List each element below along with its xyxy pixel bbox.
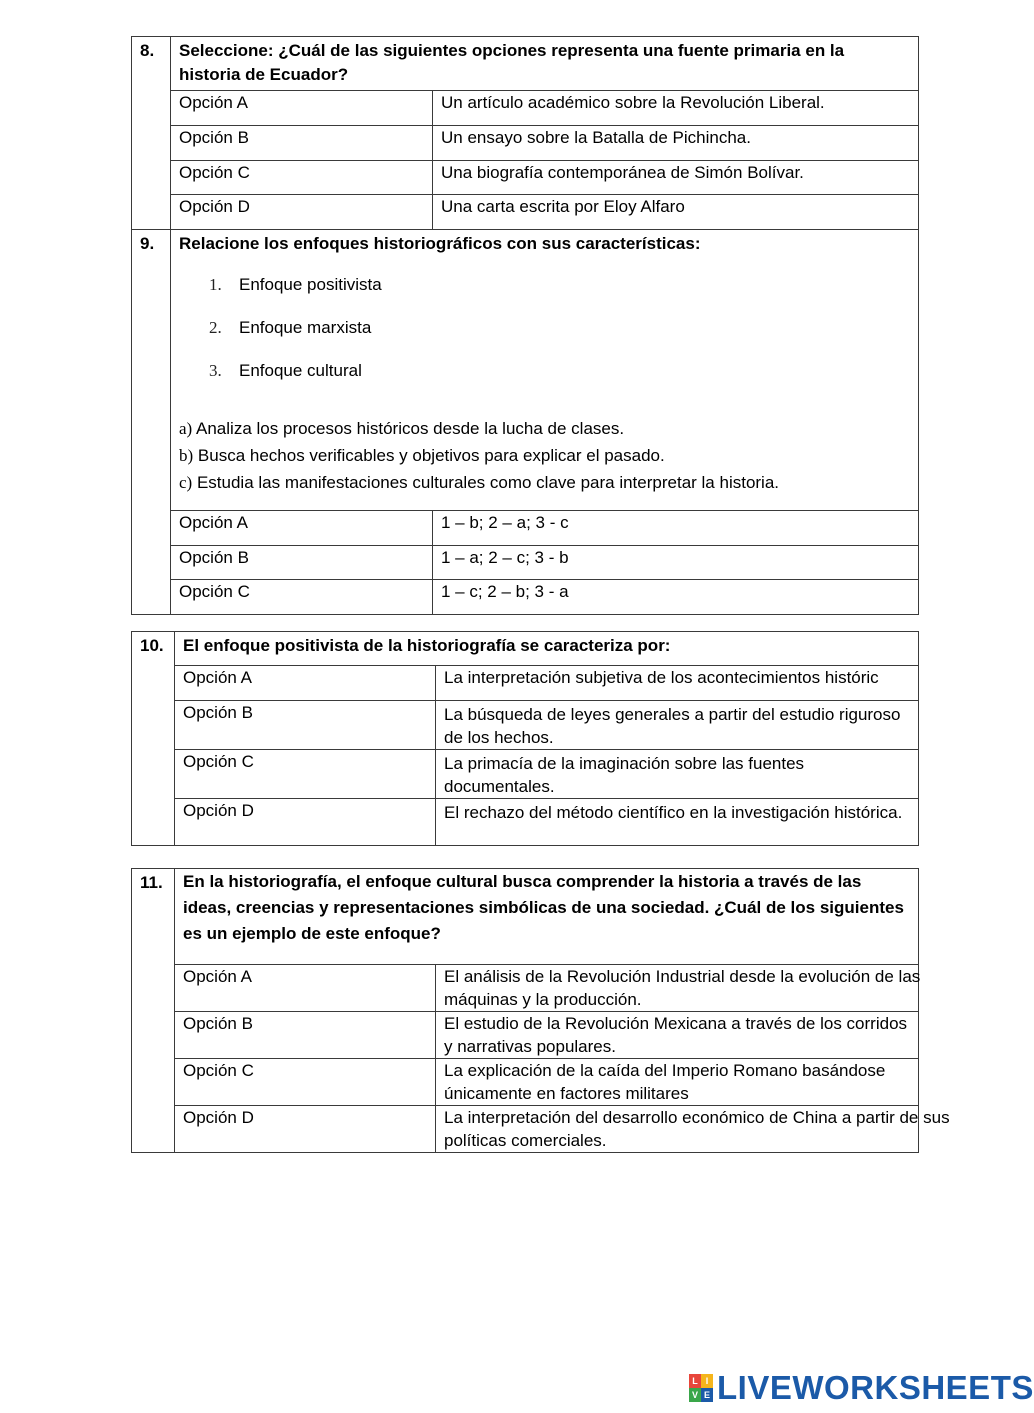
question-9-table [131,229,919,615]
list-item: c) Estudia las manifestaciones culturales como clave para interpretar la historia. [179,473,780,492]
logo-icon: L I V E [689,1374,713,1402]
question-10-table [131,631,919,846]
option-label-a: Opción A [171,511,433,546]
question-text: Seleccione: ¿Cuál de las siguientes opciones representa una fuente primaria en la historia de Ecuador? [171,37,919,91]
option-a[interactable]: Un artículo académico sobre la Revolución Liberal. [433,91,919,126]
option-label-d: Opción D [171,195,433,230]
option-d[interactable]: Una carta escrita por Eloy Alfaro [433,195,919,230]
question-text-line1: En la historiografía, el enfoque cultural busca comprender la historia a través de las [183,872,862,891]
option-b[interactable]: 1 – a; 2 – c; 3 - b [433,546,919,580]
question-11-table [131,868,950,1153]
option-d-text: La interpretación del desarrollo económico de China a partir de sus políticas comerciales. [444,1108,950,1150]
option-c[interactable]: La explicación de la caída del Imperio Romano basándose únicamente en factores militares [436,1059,919,1106]
list-item: b) Busca hechos verificables y objetivos para explicar el pasado. [179,446,665,465]
option-label-d: Opción D [175,1106,436,1153]
option-label-b: Opción B [175,1012,436,1059]
option-label-a: Opción A [171,91,433,126]
question-text: Relacione los enfoques historiográficos con sus características: [179,234,701,253]
option-c[interactable]: 1 – c; 2 – b; 3 - a [433,580,919,615]
option-label-b: Opción B [175,701,436,750]
question-body [171,230,919,511]
option-a[interactable]: 1 – b; 2 – a; 3 - c [433,511,919,546]
list-item: a) Analiza los procesos históricos desde la lucha de clases. [179,419,625,438]
option-b[interactable]: La búsqueda de leyes generales a partir del estudio riguroso de los hechos. [436,701,919,750]
option-label-a: Opción A [175,666,436,701]
liveworksheets-logo [689,1371,1034,1405]
option-a-text: El análisis de la Revolución Industrial desde la evolución de las máquinas y la producción. [444,967,921,1009]
option-label-c: Opción C [171,580,433,615]
option-label-d: Opción D [175,799,436,846]
option-d[interactable]: El rechazo del método científico en la investigación histórica. [436,799,919,846]
list-item: 1. Enfoque positivista [209,275,382,294]
option-b[interactable]: El estudio de la Revolución Mexicana a través de los corridos y narrativas populares. [436,1012,919,1059]
question-number: 11. [132,869,175,1153]
option-a[interactable]: La interpretación subjetiva de los acontecimientos históric [436,666,919,701]
option-c[interactable]: La primacía de la imaginación sobre las fuentes documentales. [436,750,919,799]
option-a[interactable] [436,965,919,1012]
list-item: 3. Enfoque cultural [209,361,362,380]
question-number: 9. [132,230,171,615]
brand-name: LIVEWORKSHEETS [717,1369,1034,1406]
question-body [175,869,919,965]
question-8-table [131,36,919,230]
question-text-line2: ideas, creencias y representaciones simbólicas de una sociedad. ¿Cuál de los siguientes es un ejemplo de este enfoque? [183,898,904,943]
option-label-c: Opción C [175,750,436,799]
option-c[interactable]: Una biografía contemporánea de Simón Bolívar. [433,161,919,195]
option-label-c: Opción C [171,161,433,195]
option-d[interactable] [436,1106,950,1153]
characteristics-list [179,415,910,496]
option-b[interactable]: Un ensayo sobre la Batalla de Pichincha. [433,126,919,161]
question-number: 10. [132,632,175,846]
question-number: 8. [132,37,171,230]
list-item: 2. Enfoque marxista [209,318,372,337]
option-label-b: Opción B [171,126,433,161]
question-text: El enfoque positivista de la historiografía se caracteriza por: [175,632,919,666]
option-label-a: Opción A [175,965,436,1012]
approach-list [179,274,910,403]
option-label-c: Opción C [175,1059,436,1106]
option-label-b: Opción B [171,546,433,580]
